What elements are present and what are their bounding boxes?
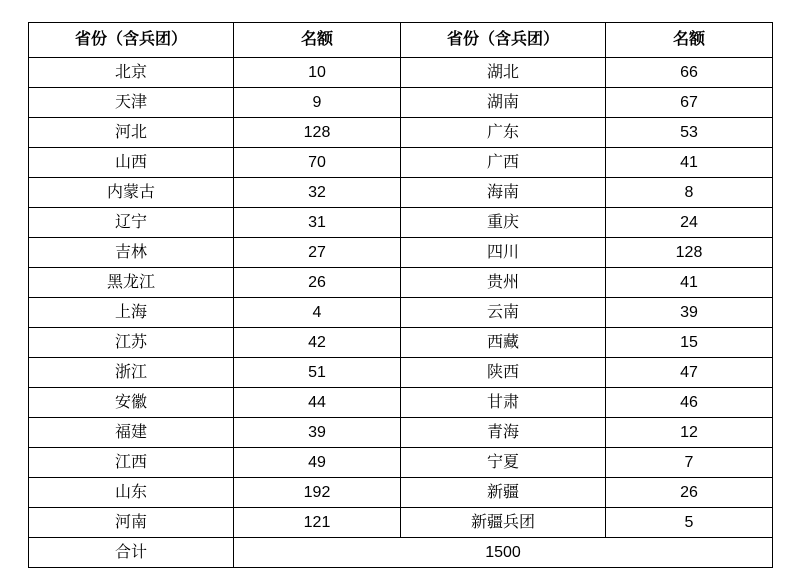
total-label: 合计 <box>29 538 234 568</box>
cell-quota-right: 128 <box>606 238 773 268</box>
table-row <box>29 178 773 208</box>
cell-quota-right: 7 <box>606 448 773 478</box>
cell-province-left: 上海 <box>29 298 234 328</box>
table-row <box>29 388 773 418</box>
cell-quota-left: 42 <box>234 328 401 358</box>
cell-province-left: 辽宁 <box>29 208 234 238</box>
cell-quota-left: 9 <box>234 88 401 118</box>
column-header-quota-left: 名额 <box>234 23 401 58</box>
cell-province-right: 青海 <box>401 418 606 448</box>
table-row <box>29 58 773 88</box>
cell-quota-left: 4 <box>234 298 401 328</box>
cell-quota-right: 39 <box>606 298 773 328</box>
table-row <box>29 268 773 298</box>
table-row <box>29 298 773 328</box>
cell-province-right: 宁夏 <box>401 448 606 478</box>
table-body <box>29 58 773 568</box>
table-row <box>29 418 773 448</box>
table-row <box>29 508 773 538</box>
cell-province-right: 海南 <box>401 178 606 208</box>
cell-province-left: 河北 <box>29 118 234 148</box>
cell-quota-left: 121 <box>234 508 401 538</box>
cell-province-right: 广西 <box>401 148 606 178</box>
cell-quota-right: 24 <box>606 208 773 238</box>
cell-quota-left: 26 <box>234 268 401 298</box>
table-total-row <box>29 538 773 568</box>
cell-quota-right: 5 <box>606 508 773 538</box>
cell-province-right: 陕西 <box>401 358 606 388</box>
table-row <box>29 148 773 178</box>
cell-quota-right: 15 <box>606 328 773 358</box>
table-row <box>29 328 773 358</box>
cell-province-right: 新疆 <box>401 478 606 508</box>
column-header-province-left: 省份（含兵团） <box>29 23 234 58</box>
table-header <box>29 23 773 58</box>
cell-quota-right: 66 <box>606 58 773 88</box>
cell-quota-left: 32 <box>234 178 401 208</box>
quota-table <box>28 22 773 568</box>
cell-province-right: 重庆 <box>401 208 606 238</box>
cell-quota-left: 192 <box>234 478 401 508</box>
cell-province-right: 广东 <box>401 118 606 148</box>
cell-province-left: 江西 <box>29 448 234 478</box>
cell-quota-left: 27 <box>234 238 401 268</box>
cell-province-left: 福建 <box>29 418 234 448</box>
cell-province-left: 黑龙江 <box>29 268 234 298</box>
cell-quota-right: 41 <box>606 148 773 178</box>
total-value: 1500 <box>234 538 773 568</box>
cell-province-right: 湖北 <box>401 58 606 88</box>
cell-province-right: 西藏 <box>401 328 606 358</box>
cell-province-right: 湖南 <box>401 88 606 118</box>
cell-province-left: 山东 <box>29 478 234 508</box>
table-header-row <box>29 23 773 58</box>
column-header-quota-right: 名额 <box>606 23 773 58</box>
cell-quota-right: 26 <box>606 478 773 508</box>
cell-province-right: 新疆兵团 <box>401 508 606 538</box>
column-header-province-right: 省份（含兵团） <box>401 23 606 58</box>
cell-province-left: 浙江 <box>29 358 234 388</box>
cell-quota-right: 47 <box>606 358 773 388</box>
cell-quota-left: 70 <box>234 148 401 178</box>
cell-province-right: 四川 <box>401 238 606 268</box>
cell-quota-right: 8 <box>606 178 773 208</box>
cell-province-right: 贵州 <box>401 268 606 298</box>
cell-province-left: 北京 <box>29 58 234 88</box>
cell-province-left: 山西 <box>29 148 234 178</box>
cell-province-left: 吉林 <box>29 238 234 268</box>
cell-quota-left: 49 <box>234 448 401 478</box>
cell-quota-left: 10 <box>234 58 401 88</box>
cell-quota-right: 41 <box>606 268 773 298</box>
cell-province-left: 安徽 <box>29 388 234 418</box>
cell-quota-left: 39 <box>234 418 401 448</box>
table-row <box>29 238 773 268</box>
cell-quota-left: 44 <box>234 388 401 418</box>
cell-province-right: 云南 <box>401 298 606 328</box>
table-row <box>29 358 773 388</box>
cell-province-right: 甘肃 <box>401 388 606 418</box>
cell-province-left: 内蒙古 <box>29 178 234 208</box>
table-row <box>29 208 773 238</box>
table-row <box>29 88 773 118</box>
table-row <box>29 478 773 508</box>
cell-province-left: 江苏 <box>29 328 234 358</box>
cell-quota-right: 12 <box>606 418 773 448</box>
cell-quota-left: 51 <box>234 358 401 388</box>
cell-quota-left: 128 <box>234 118 401 148</box>
cell-quota-right: 67 <box>606 88 773 118</box>
cell-quota-left: 31 <box>234 208 401 238</box>
table-row <box>29 118 773 148</box>
cell-province-left: 天津 <box>29 88 234 118</box>
cell-quota-right: 53 <box>606 118 773 148</box>
cell-province-left: 河南 <box>29 508 234 538</box>
cell-quota-right: 46 <box>606 388 773 418</box>
table-row <box>29 448 773 478</box>
